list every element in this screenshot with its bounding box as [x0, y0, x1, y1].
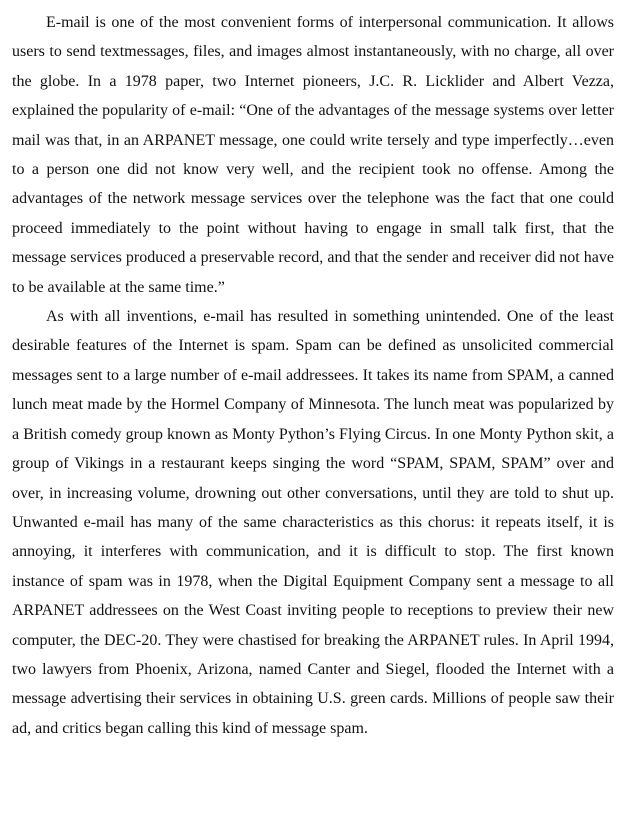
document-page	[12, 8, 614, 743]
paragraph-spam: As with all inventions, e-mail has resulted in something unintended. One of the least desirable features of the Internet is spam. Spam can be defined as unsolicited commercial messages sent to a large number of e-mail addressees. It takes its name from SPAM, a canned lunch meat made by the Hormel Company of Minnesota. The lunch meat was popularized by a British comedy group known as Monty Python’s Flying Circus. In one Monty Python skit, a group of Vikings in a restaurant keeps singing the word “SPAM, SPAM, SPAM” over and over, in increasing volume, drowning out other conversations, until they are told to shut up. Unwanted e-mail has many of the same characteristics as this chorus: it repeats itself, it is annoying, it interferes with communication, and it is difficult to stop. The first known instance of spam was in 1978, when the Digital Equipment Company sent a message to all ARPANET addressees on the West Coast inviting people to receptions to preview their new computer, the DEC-20. They were chastised for breaking the ARPANET rules. In April 1994, two lawyers from Phoenix, Arizona, named Canter and Siegel, flooded the Internet with a message advertising their services in obtaining U.S. green cards. Millions of people saw their ad, and critics began calling this kind of message spam.	[12, 308, 614, 737]
paragraph-email-convenience: E-mail is one of the most convenient forms of interpersonal communication. It allows users to send textmessages, files, and images almost instantaneously, with no charge, all over the globe. In a 1978 paper, two Internet pioneers, J.C. R. Licklider and Albert Vezza, explained the popularity of e-mail: “One of the advantages of the message systems over letter mail was that, in an ARPANET message, one could write tersely and type imperfectly…even to a person one did not know very well, and the recipient took no offense. Among the advantages of the network message services over the telephone was the fact that one could proceed immediately to the point without having to engage in small talk first, that the message services produced a preservable record, and that the sender and receiver did not have to be available at the same time.”	[12, 14, 614, 296]
